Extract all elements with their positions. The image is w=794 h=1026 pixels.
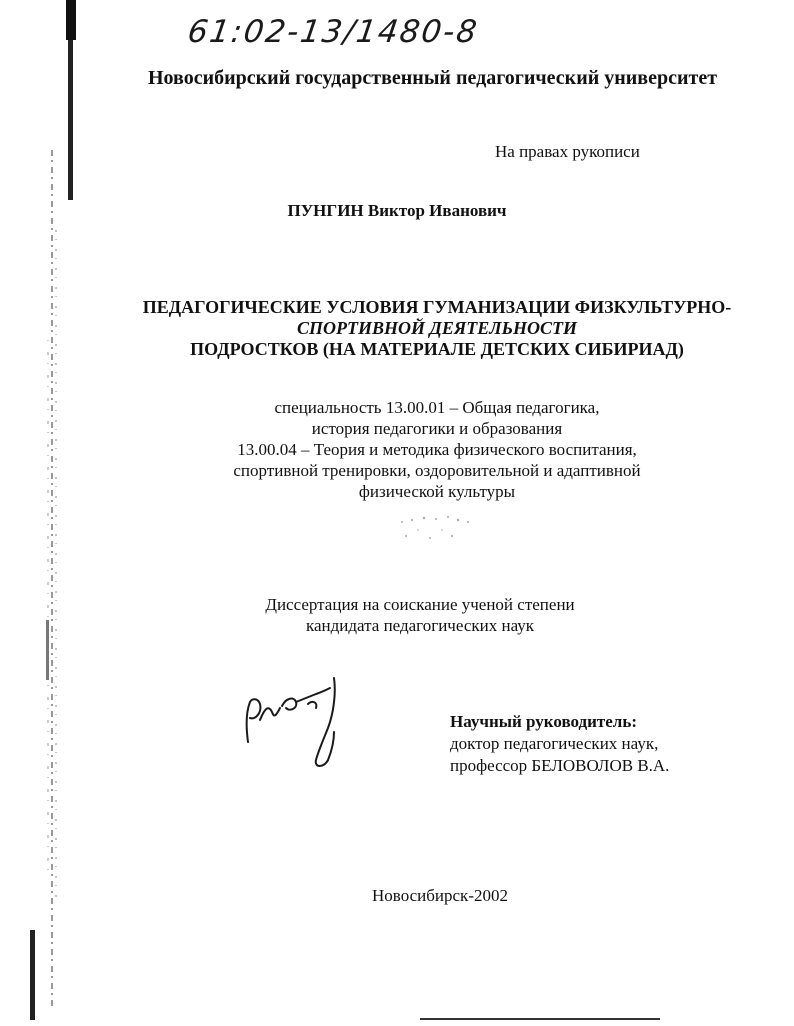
specialty-line-4: спортивной тренировки, оздоровительной и адаптивной <box>233 461 641 480</box>
city-year: Новосибирск-2002 <box>372 886 508 905</box>
degree-line-1: Диссертация на соискание ученой степени <box>265 595 575 614</box>
archive-code-handwritten: 61:02-13/1480-8 <box>185 14 481 50</box>
supervisor-degree: доктор педагогических наук, <box>450 734 659 753</box>
scientific-supervisor <box>450 711 669 777</box>
degree-statement <box>0 594 794 636</box>
title-line-2: СПОРТИВНОЙ ДЕЯТЕЛЬНОСТИ <box>297 318 577 338</box>
specialty-line-3: 13.00.04 – Теория и методика физического воспитания, <box>237 440 637 459</box>
faint-stamp-mark <box>392 510 482 550</box>
manuscript-rights-note: На правах рукописи <box>495 142 640 161</box>
degree-line-2: кандидата педагогических наук <box>305 616 535 635</box>
specialty-line-2: история педагогики и образования <box>311 419 563 438</box>
author-name: ПУНГИН Виктор Иванович <box>287 201 507 220</box>
scan-edge-artifact <box>0 0 78 1026</box>
specialty-line-1: специальность 13.00.01 – Общая педагогика, <box>274 398 600 417</box>
university-name: Новосибирский государственный педагогический университет <box>148 67 718 89</box>
dissertation-title <box>0 297 794 360</box>
specialty-block <box>0 397 794 502</box>
author-signature <box>238 672 368 772</box>
title-line-1: ПЕДАГОГИЧЕСКИЕ УСЛОВИЯ ГУМАНИЗАЦИИ ФИЗКУЛЬТУРНО- <box>142 297 732 317</box>
supervisor-name: профессор БЕЛОВОЛОВ В.А. <box>450 756 670 775</box>
scan-bottom-edge <box>420 1018 660 1020</box>
title-line-3: ПОДРОСТКОВ (НА МАТЕРИАЛЕ ДЕТСКИХ СИБИРИАД) <box>190 339 684 359</box>
specialty-line-5: физической культуры <box>358 482 516 501</box>
supervisor-label: Научный руководитель: <box>450 712 637 731</box>
